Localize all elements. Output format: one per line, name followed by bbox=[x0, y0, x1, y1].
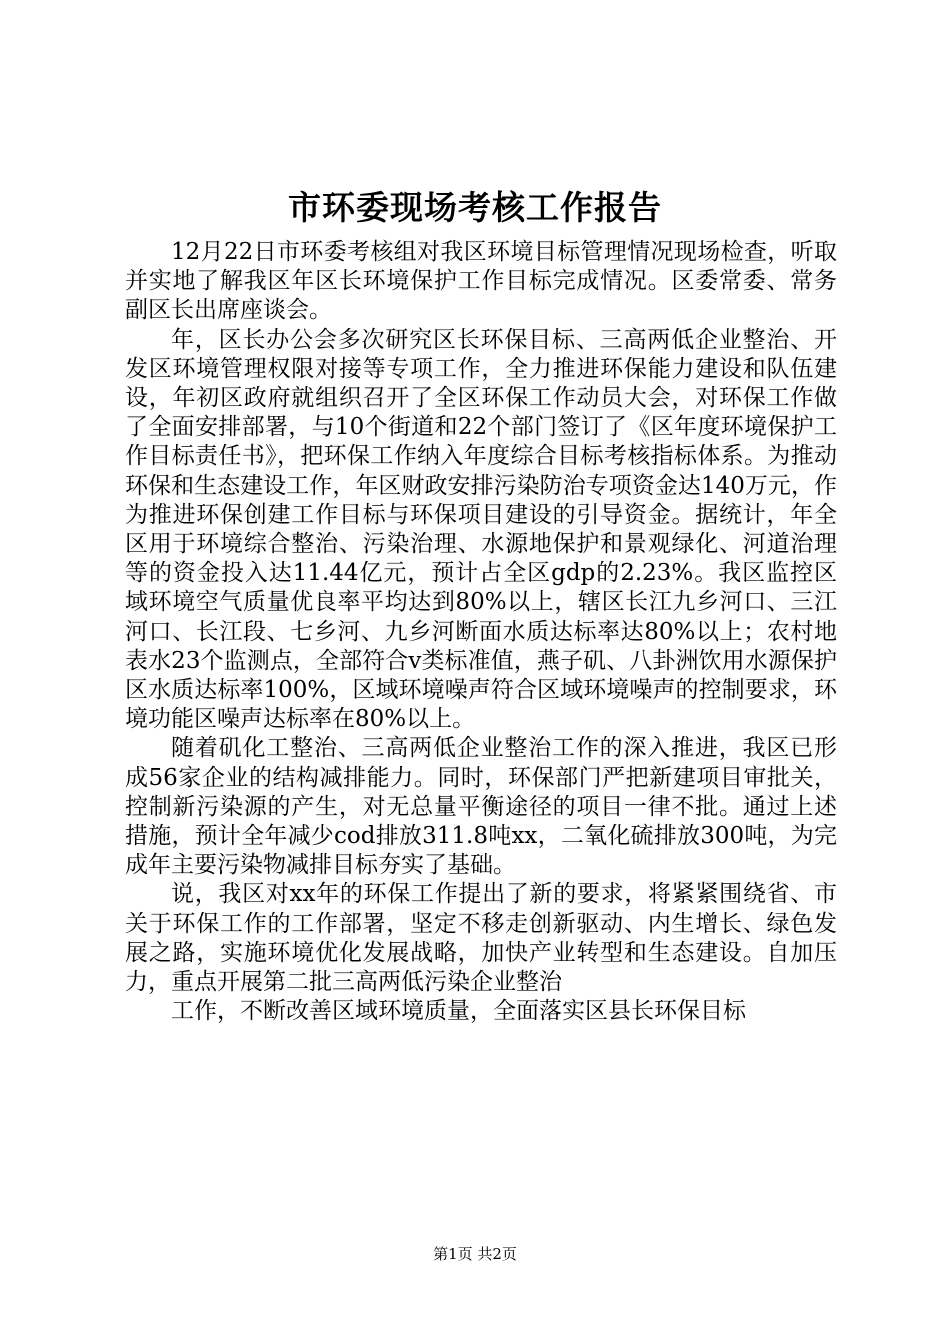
paragraph-3: 随着矶化工整治、三高两低企业整治工作的深入推进，我区已形成56家企业的结构减排能力。同时，环保部门严把新建项目审批关，控制新污染源的产生，对无总量平衡途径的项目一律不批。通过上述措施，预计全年减少cod排放311.8吨xx，二氧化硫排放300吨，为完成年主要污染物减排目标夯实了基础。 bbox=[125, 735, 837, 879]
paragraph-2: 年，区长办公会多次研究区长环保目标、三高两低企业整治、开发区环境管理权限对接等专项工作，全力推进环保能力建设和队伍建设，年初区政府就组织召开了全区环保工作动员大会，对环保工作做了全面安排部署，与10个街道和22个部门签订了《区年度环境保护工作目标责任书》，把环保工作纳入年度综合目标考核指标体系。为推动环保和生态建设工作，年区财政安排污染防治专项资金达140万元，作为推进环保创建工作目标与环保项目建设的引导资金。据统计，年全区用于环境综合整治、污染治理、水源地保护和景观绿化、河道治理等的资金投入达11.44亿元，预计占全区gdp的2.23%。我区监控区域环境空气质量优良率平均达到80%以上，辖区长江九乡河口、三江河口、长江段、七乡河、九乡河断面水质达标率达80%以上；农村地表水23个监测点，全部符合v类标准值，燕子矶、八卦洲饮用水源保护区水质达标率100%，区域环境噪声符合区域环境噪声的控制要求，环境功能区噪声达标率在80%以上。 bbox=[125, 326, 837, 733]
page-number-footer: 第1页 共2页 bbox=[433, 1245, 517, 1263]
paragraph-1: 12月22日市环委考核组对我区环境目标管理情况现场检查，听取并实地了解我区年区长环境保护工作目标完成情况。区委常委、常务副区长出席座谈会。 bbox=[125, 239, 837, 324]
document-body bbox=[125, 238, 837, 1026]
paragraph-5: 工作，不断改善区域环境质量，全面落实区县长环保目标 bbox=[171, 998, 746, 1025]
document-title: 市环委现场考核工作报告 bbox=[288, 188, 662, 227]
paragraph-4: 说，我区对xx年的环保工作提出了新的要求，将紧紧围绕省、市关于环保工作的工作部署，坚定不移走创新驱动、内生增长、绿色发展之路，实施环境优化发展战略，加快产业转型和生态建设。自加压力，重点开展第二批三高两低污染企业整治 bbox=[125, 881, 837, 996]
